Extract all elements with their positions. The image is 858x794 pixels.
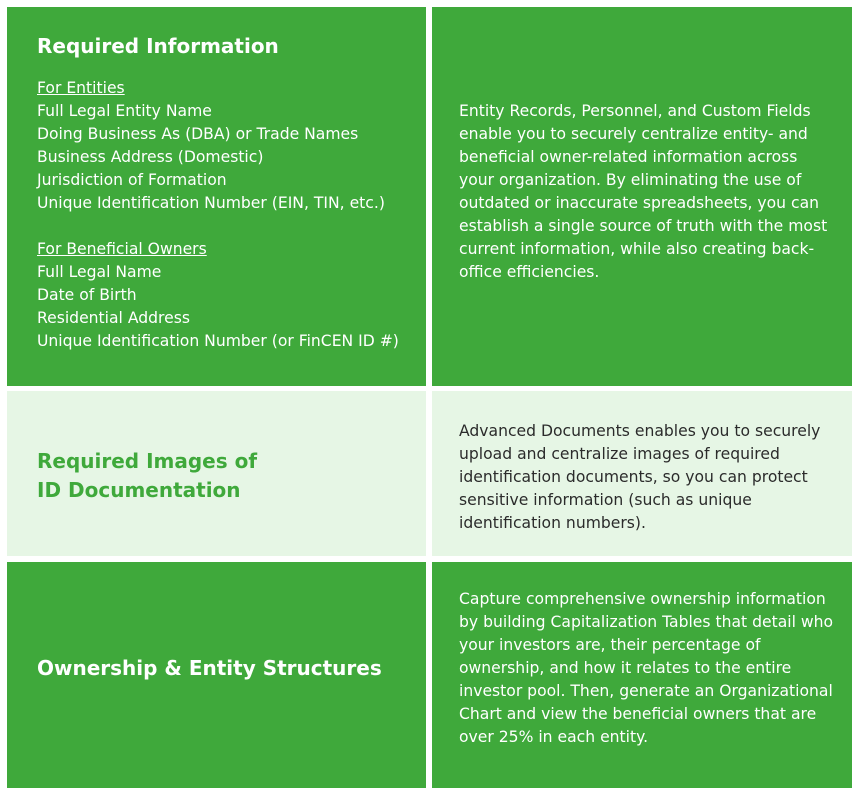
id-documentation-cell: [7, 391, 426, 556]
id-documentation-description: Advanced Documents enables you to securely upload and centralize images of required identification documents, so you can protect sensitive information (such as unique identification numbers).: [459, 422, 821, 532]
list-spacer: [37, 215, 399, 238]
ownership-structures-description-cell: [432, 562, 852, 788]
id-documentation-heading-line2: ID Documentation: [37, 478, 241, 502]
list-item: Business Address (Domestic): [37, 148, 264, 166]
list-item: Unique Identification Number (or FinCEN ID #): [37, 332, 399, 350]
required-information-cell: [7, 7, 426, 386]
required-information-heading: Required Information: [37, 34, 279, 58]
ownership-structures-cell: [7, 562, 426, 788]
id-documentation-heading: [37, 447, 317, 505]
required-information-list: [37, 77, 399, 353]
required-information-description: Entity Records, Personnel, and Custom Fields enable you to securely centralize entity- and beneficial owner-related information across your organization. By eliminating the use of outdated or inaccurate spreadsheets, you can establish a single source of truth with the most current information, while also creating back-office efficiencies.: [459, 102, 828, 281]
list-item: Date of Birth: [37, 286, 137, 304]
list-item: Full Legal Entity Name: [37, 102, 212, 120]
list-item: Full Legal Name: [37, 263, 162, 281]
ownership-structures-description: Capture comprehensive ownership information by building Capitalization Tables that detail who your investors are, their percentage of ownership, and how it relates to the entire investor pool. Then, generate an Organizational Chart and view the beneficial owners that are over 25% in each entity.: [459, 590, 834, 746]
entities-subheading: For Entities: [37, 79, 125, 97]
list-item: Unique Identification Number (EIN, TIN, etc.): [37, 194, 385, 212]
list-item: Jurisdiction of Formation: [37, 171, 227, 189]
list-item: Doing Business As (DBA) or Trade Names: [37, 125, 359, 143]
beneficial-owners-subheading: For Beneficial Owners: [37, 240, 207, 258]
ownership-structures-heading: Ownership & Entity Structures: [37, 656, 382, 680]
id-documentation-description-cell: [432, 391, 852, 556]
required-information-description-cell: [432, 7, 852, 386]
id-documentation-heading-line1: Required Images of: [37, 449, 258, 473]
list-item: Residential Address: [37, 309, 190, 327]
